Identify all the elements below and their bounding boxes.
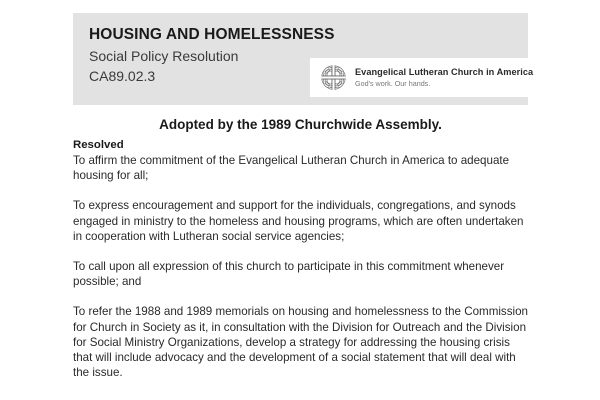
document-body [73,116,528,380]
header-text-block [89,25,335,86]
resolution-paragraph: To affirm the commitment of the Evangelical Lutheran Church in America to adequate housing for all; [73,154,510,183]
resolution-paragraph: To refer the 1988 and 1989 memorials on housing and homelessness to the Commission for Church in Society as it, in consultation with the Division for Outreach and the Division for Social Ministry Organizations, develop a strategy for addressing the housing crisis that will include advocacy and the development of a social statement that will deal with the issue. [73,305,528,380]
resolution-paragraph: To express encouragement and support for the individuals, congregations, and synods engaged in ministry to the homeless and housing programs, which are often undertaken in cooperation with Lutheran social service agencies; [73,199,524,243]
resolution-paragraph: To call upon all expression of this church to participate in this commitment whenever possible; and [73,260,505,289]
logo-wordmark [355,67,533,89]
adopted-heading: Adopted by the 1989 Churchwide Assembly. [159,117,442,132]
document-header-band [73,13,534,105]
document-title: HOUSING AND HOMELESSNESS [89,26,335,43]
logo-tagline: God's work. Our hands. [355,78,431,88]
resolved-label: Resolved [73,139,124,151]
document-subtitle: Social Policy Resolution [89,48,239,64]
elca-logo-lockup [310,58,534,97]
document-code: CA89.02.3 [89,68,156,84]
logo-organization-name: Evangelical Lutheran Church in America [355,66,534,77]
celtic-cross-circle-icon [320,64,347,91]
